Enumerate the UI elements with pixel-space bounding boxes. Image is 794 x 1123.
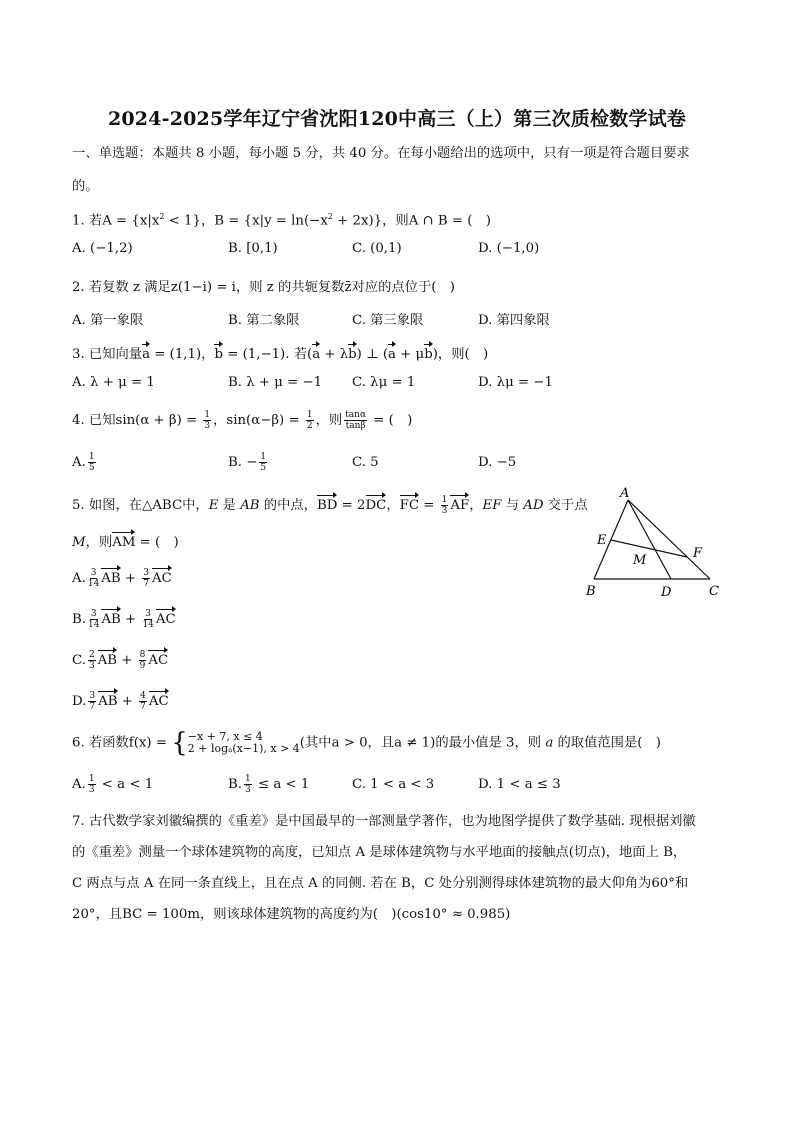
denominator: 14 — [142, 620, 154, 630]
point-m: M — [72, 535, 86, 550]
numerator: 3 — [143, 568, 150, 578]
plus: + — [120, 612, 141, 627]
inequality: < a < 1 — [97, 777, 154, 792]
label: D. — [72, 694, 87, 709]
question-3-stem — [72, 342, 488, 364]
vector: AC — [148, 648, 168, 670]
plus: + — [117, 694, 138, 709]
q2-option-d: D. 第四象限 — [478, 313, 550, 328]
label-c: C — [709, 584, 719, 599]
q4-text-b: ，sin(α−β) = — [213, 413, 304, 428]
q4-fraction-3 — [344, 410, 367, 431]
segment-ef-line — [611, 540, 687, 557]
q5-text: ， — [469, 498, 483, 513]
q3-text-c: = (1,−1). 若( — [222, 347, 313, 362]
numerator: 1 — [441, 495, 448, 505]
q1-text-a: 1. 若A = {x|x — [72, 213, 160, 229]
q3-option-b: B. λ + μ = −1 — [228, 375, 323, 390]
q5-text: 交于点 — [543, 498, 588, 513]
vector-a: a — [312, 342, 320, 364]
q5-option-d — [72, 689, 169, 712]
numerator: 4 — [140, 691, 146, 701]
vector-bd: BD — [317, 493, 337, 515]
plus: + — [117, 653, 137, 668]
denominator: 3 — [245, 785, 251, 795]
q1-sup2: 2 — [327, 212, 333, 221]
denominator: 5 — [88, 463, 95, 473]
fraction — [88, 774, 96, 795]
triangle-figure — [580, 484, 730, 602]
fraction — [142, 609, 153, 630]
q3-text-g: )，则( ) — [432, 347, 489, 362]
question-6-stem — [72, 730, 661, 756]
segment-ad: AD — [523, 498, 544, 513]
vector: AC — [149, 689, 169, 711]
vector-fc: FC — [400, 493, 419, 515]
vector: AB — [98, 648, 117, 670]
left-brace: { — [171, 728, 188, 758]
q5-text: 与 — [501, 498, 524, 513]
q6-option-b — [228, 774, 309, 795]
cases — [188, 731, 300, 755]
numerator: 2 — [88, 650, 95, 660]
label-a: A — [620, 486, 630, 501]
q5-option-a — [72, 566, 172, 589]
numerator: 8 — [139, 650, 146, 660]
q1-option-b: B. [0,1) — [228, 241, 278, 256]
fraction — [259, 452, 267, 473]
label: A. — [72, 455, 86, 470]
denominator: 14 — [88, 620, 100, 630]
question-1-stem — [72, 208, 491, 230]
fraction — [139, 650, 147, 671]
q5-text: 的中点， — [259, 498, 317, 513]
label: A. — [72, 777, 86, 792]
q1-text-b: < 1}，B = {x|y = ln(−x — [164, 213, 328, 229]
fraction — [139, 691, 147, 712]
q1-sup: 2 — [159, 212, 165, 221]
fraction — [88, 452, 96, 473]
numerator: 1 — [260, 452, 267, 462]
denominator: 14 — [87, 579, 100, 589]
plus: + — [120, 571, 141, 586]
denominator: 2 — [306, 421, 313, 431]
denominator: 3 — [88, 785, 95, 795]
q6-option-a — [72, 774, 153, 795]
q3-text-b: = (1,1)， — [150, 347, 215, 362]
numerator: 1 — [306, 410, 313, 420]
q5-text: ，则 — [85, 535, 113, 550]
q3-text-a: 3. 已知向量 — [72, 347, 143, 362]
q4-fraction-2 — [306, 410, 314, 431]
question-2-stem: 2. 若复数 z 满足z(1−i) = i，则 z 的共轭复数z̄对应的点位于( ) — [72, 280, 455, 295]
numerator: 1 — [245, 774, 251, 784]
section-heading-line1: 一、单选题：本题共 8 小题，每小题 5 分，共 40 分。在每小题给出的选项中，只有一项是符合题目要求 — [72, 146, 690, 161]
question-7-line2: 的《重差》测量一个球体建筑物的高度，已知点 A 是球体建筑物与水平地面的接触点(切点)，地面上 B， — [72, 845, 687, 860]
numerator: 1 — [204, 410, 211, 420]
label: B. — [228, 777, 242, 792]
segment-ab: AB — [240, 498, 260, 513]
label-b: B — [586, 584, 596, 599]
vector: AC — [152, 566, 172, 588]
q4-text-d: = ( ) — [369, 413, 413, 428]
vector-a: a — [388, 342, 396, 364]
q3-option-a: A. λ + μ = 1 — [72, 375, 155, 390]
fraction — [88, 568, 99, 589]
vector-af: AF — [450, 493, 469, 515]
vector: AB — [98, 689, 117, 711]
q6-text-c: 的取值范围是( ) — [553, 735, 661, 751]
q5-text: 是 — [218, 498, 241, 513]
q6-text-b: (其中a > 0，且a ≠ 1)的最小值是 3，则 — [299, 735, 546, 751]
q5-option-b — [72, 607, 176, 630]
q4-option-b — [228, 452, 269, 473]
q5-text: = 2 — [337, 498, 366, 513]
label-f: F — [693, 546, 703, 561]
numerator: 3 — [90, 609, 97, 619]
denominator: 3 — [204, 421, 211, 431]
q5-text: 5. 如图，在△ABC中， — [72, 498, 209, 513]
numerator: 3 — [90, 568, 97, 578]
numerator: 1 — [88, 452, 95, 462]
denominator: 3 — [88, 661, 95, 671]
q1-option-a: A. (−1,2) — [72, 241, 133, 256]
q5-text: = ( ) — [135, 535, 179, 550]
q1-text-c: + 2x)}，则A ∩ B = ( ) — [332, 213, 491, 229]
fraction — [88, 609, 99, 630]
label: B. − — [228, 455, 258, 470]
q2-option-a: A. 第一象限 — [72, 313, 144, 328]
vector-b: b — [424, 342, 433, 364]
case-2: 2 + logₐ(x−1), x > 4 — [187, 742, 300, 755]
label: A. — [72, 571, 86, 586]
question-7-line4: 20°，且BC = 100m，则该球体建筑物的高度约为( )(cos10° ≈ 0.985) — [72, 907, 511, 922]
q2-option-c: C. 第三象限 — [352, 313, 424, 328]
fraction — [142, 568, 150, 589]
point-e: E — [208, 498, 219, 513]
numerator: tanα — [345, 410, 367, 420]
numerator: 3 — [89, 691, 96, 701]
q3-text-e: ) ⊥ ( — [356, 347, 389, 362]
vector-a: a — [142, 342, 150, 364]
vector: AB — [101, 607, 120, 629]
q6-option-d: D. 1 < a ≤ 3 — [478, 777, 561, 792]
vector: AB — [101, 566, 120, 588]
label-m: M — [633, 553, 647, 568]
denominator: 7 — [140, 702, 146, 712]
denominator: 7 — [89, 702, 96, 712]
q3-text-d: + λ — [320, 347, 349, 362]
label: B. — [72, 612, 86, 627]
denominator: tanβ — [345, 421, 366, 431]
q4-option-d: D. −5 — [478, 455, 517, 470]
page-title: 2024-2025学年辽宁省沈阳120中高三（上）第三次质检数学试卷 — [107, 108, 687, 130]
label: C. — [72, 653, 86, 668]
q3-text-f: + μ — [395, 347, 425, 362]
q6-option-c: C. 1 < a < 3 — [352, 777, 435, 792]
question-7-line1: 7. 古代数学家刘徽编撰的《重差》是中国最早的一部测量学著作，也为地图学提供了数学基础. 现根据刘徽 — [72, 814, 696, 829]
question-5-stem — [72, 493, 588, 516]
q3-option-d: D. λμ = −1 — [478, 375, 553, 390]
label-e: E — [597, 533, 607, 548]
q2-option-b: B. 第二象限 — [228, 313, 300, 328]
piecewise-function — [171, 730, 300, 756]
vector: AC — [156, 607, 176, 629]
case-1: −x + 7, x ≤ 4 — [187, 730, 263, 743]
vector-am: AM — [112, 530, 135, 552]
question-4-stem — [72, 410, 412, 431]
vector-b: b — [214, 342, 223, 364]
numerator: 1 — [88, 774, 95, 784]
denominator: 9 — [139, 661, 146, 671]
q6-text-a: 6. 若函数f(x) = — [72, 735, 172, 751]
question-5-stem-line2 — [72, 530, 179, 552]
label-d: D — [661, 585, 672, 600]
q5-option-c — [72, 648, 168, 671]
fraction — [244, 774, 252, 795]
question-7-line3: C 两点与点 A 在同一条直线上，且在点 A 的同侧. 若在 B，C 处分别测得球体建筑物的最大仰角为60°和 — [72, 876, 689, 891]
section-heading-line2: 的。 — [72, 179, 99, 194]
vector-dc: DC — [366, 493, 387, 515]
fraction — [88, 691, 96, 712]
q5-text: ， — [386, 498, 400, 513]
q4-text-c: ，则 — [315, 413, 343, 428]
q5-text: = — [419, 498, 439, 513]
fraction — [441, 495, 449, 516]
fraction — [88, 650, 96, 671]
numerator: 3 — [145, 609, 152, 619]
q3-option-c: C. λμ = 1 — [352, 375, 416, 390]
denominator: 3 — [441, 506, 448, 516]
q4-option-c: C. 5 — [352, 455, 379, 470]
denominator: 5 — [260, 463, 267, 473]
q4-option-a — [72, 452, 98, 473]
vector-b: b — [348, 342, 357, 364]
q4-text-a: 4. 已知sin(α + β) = — [72, 413, 202, 428]
segment-ef: EF — [482, 498, 502, 513]
q1-option-d: D. (−1,0) — [478, 241, 540, 256]
q4-fraction-1 — [203, 410, 211, 431]
denominator: 7 — [143, 579, 150, 589]
variable-a: a — [545, 735, 554, 751]
inequality: ≤ a < 1 — [253, 777, 310, 792]
q1-option-c: C. (0,1) — [352, 241, 402, 256]
